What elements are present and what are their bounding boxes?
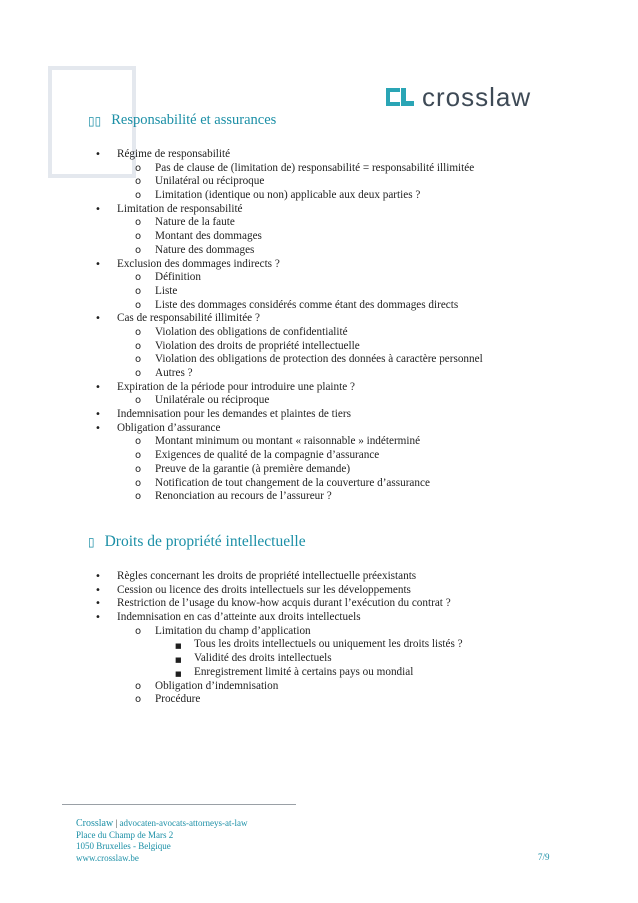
bullet-icon: o [135,395,142,407]
bullet-icon: o [135,285,142,297]
list-item [0,570,463,584]
footer-website-link[interactable]: www.crosslaw.be [76,852,139,863]
sub-sub-list-item-text: Enregistrement limité à certains pays ou mondial [194,665,414,678]
sub-list-item [0,449,483,463]
bullet-icon: o [135,190,142,202]
page-number: 7/9 [538,852,550,862]
bullet-icon: o [135,231,142,243]
bullet-icon: • [95,422,101,434]
sub-list-item [0,477,483,491]
list-item-text: Indemnisation pour les demandes et plaintes de tiers [117,408,351,421]
list-item [0,408,483,422]
sub-list-item [0,625,463,639]
bullet-icon: o [135,176,142,188]
list-item [0,422,483,436]
footer-divider [62,804,296,805]
bullet-icon: • [95,584,101,596]
bullet-icon: o [135,244,142,256]
footer-tagline: advocaten-avocats-attorneys-at-law [119,818,248,828]
list-item [0,597,463,611]
sub-list-item [0,463,483,477]
list-item-text: Exclusion des dommages indirects ? [117,257,280,270]
bullet-icon: o [135,625,142,637]
responsabilite-list [0,148,483,504]
logo-wordmark: crosslaw [422,82,532,112]
footer-address-line-1: Place du Champ de Mars 2 [76,829,174,840]
bullet-icon: • [95,612,101,624]
section-marker: ▯▯ [88,113,102,128]
sub-list-item-text: Montant des dommages [155,230,262,243]
bullet-icon: o [135,368,142,379]
list-item [0,258,483,272]
propriete-intellectuelle-list [0,570,463,707]
sub-list-item [0,340,483,354]
list-item-text: Expiration de la période pour introduire une plainte ? [117,380,355,393]
logo-mark-icon [386,85,414,109]
bullet-icon: • [95,598,101,610]
sub-list-item-text: Violation des droits de propriété intellectuelle [155,339,360,352]
bullet-icon: • [95,149,101,160]
sub-list-item [0,693,463,707]
sub-sub-list-item-text: Tous les droits intellectuels ou uniquement les droits listés ? [194,638,463,651]
section-title-text: Droits de propriété intellectuelle [104,533,306,550]
list-item [0,312,483,326]
footer-brand-line [76,818,247,830]
bullet-icon: o [135,680,142,692]
sub-list-item-text: Pas de clause de (limitation de) responsabilité = responsabilité illimitée [155,161,475,174]
sub-list-item-text: Limitation (identique ou non) applicable aux deux parties ? [155,189,421,202]
sub-list-item-text: Définition [155,271,201,284]
bullet-icon: o [135,162,142,174]
list-item [0,203,483,217]
sub-list-item [0,244,483,258]
footer-brand: Crosslaw [76,818,114,829]
list-item [0,381,483,395]
sub-list-item-text: Violation des obligations de protection des données à caractère personnel [155,353,483,366]
bullet-icon: • [95,571,101,582]
footer-address-line-2: 1050 Bruxelles - Belgique [76,841,171,852]
sub-list-item [0,285,483,299]
bullet-icon: o [135,436,142,448]
bullet-icon: o [135,694,142,706]
sub-list-item-text: Violation des obligations de confidentialité [155,325,348,338]
section-title-propriete-intellectuelle [88,533,306,551]
bullet-icon: • [95,203,101,215]
bullet-icon: • [95,381,101,393]
sub-list-item-text: Unilatéral ou réciproque [155,175,265,188]
sub-list-item-text: Renonciation au recours de l’assureur ? [155,490,332,503]
list-item [0,611,463,625]
sub-list-item [0,299,483,313]
sub-list-item-text: Nature de la faute [155,216,235,229]
bullet-icon: • [95,409,101,421]
sub-sub-list-item-text: Validité des droits intellectuels [194,652,332,665]
sub-list-item [0,230,483,244]
bullet-icon: o [135,491,142,503]
square-bullet-icon: ■ [175,642,182,651]
footer-separator: | [115,818,118,828]
sub-list-item [0,680,463,694]
bullet-icon: o [135,340,142,352]
list-item-text: Restriction de l’usage du know-how acquis durant l’exécution du contrat ? [117,597,451,610]
footer [76,818,247,864]
list-item-text: Règles concernant les droits de propriété intellectuelle préexistants [117,570,417,582]
list-item-text: Régime de responsabilité [117,148,231,160]
sub-sub-list-item [0,652,463,666]
sub-list-item-text: Procédure [155,693,201,706]
sub-list-item-text: Exigences de qualité de la compagnie d’assurance [155,449,380,462]
list-item-text: Indemnisation en cas d’atteinte aux droits intellectuels [117,611,361,624]
square-bullet-icon: ■ [175,656,182,665]
section-marker: ▯ [88,535,95,549]
sub-list-item [0,326,483,340]
sub-list-item [0,175,483,189]
bullet-icon: • [95,258,101,270]
square-bullet-icon: ■ [175,669,182,678]
sub-list-item-text: Liste [155,284,178,297]
list-item [0,148,483,162]
bullet-icon: o [135,477,142,489]
sub-list-item-text: Limitation du champ d’application [155,624,311,637]
bullet-icon: o [135,450,142,462]
sub-list-item-text: Unilatérale ou réciproque [155,394,270,407]
list-item-text: Cas de responsabilité illimitée ? [117,312,260,325]
section-title-text: Responsabilité et assurances [111,112,277,128]
list-item-text: Obligation d’assurance [117,421,221,434]
bullet-icon: o [135,272,142,284]
bullet-icon: o [135,299,142,311]
sub-list-item-text: Obligation d’indemnisation [155,679,279,692]
list-item-text: Cession ou licence des droits intellectuels sur les développements [117,583,411,596]
sub-list-item [0,189,483,203]
bullet-icon: o [135,326,142,338]
sub-list-item-text: Nature des dommages [155,243,255,256]
sub-list-item [0,353,483,367]
bullet-icon: o [135,463,142,475]
sub-list-item [0,271,483,285]
list-item-text: Limitation de responsabilité [117,202,243,215]
sub-list-item-text: Autres ? [155,367,193,379]
bullet-icon: o [135,217,142,229]
sub-sub-list-item [0,638,463,652]
sub-list-item [0,394,483,408]
crosslaw-logo [386,84,531,110]
sub-list-item-text: Preuve de la garantie (à première demande) [155,462,351,475]
section-title-responsabilite [88,112,276,129]
sub-list-item [0,490,483,504]
sub-list-item-text: Liste des dommages considérés comme étant des dommages directs [155,298,459,311]
sub-list-item [0,435,483,449]
sub-list-item [0,216,483,230]
sub-list-item [0,367,483,381]
sub-sub-list-item [0,666,463,680]
sub-list-item [0,162,483,176]
bullet-icon: • [95,313,101,325]
list-item [0,584,463,598]
bullet-icon: o [135,354,142,366]
sub-list-item-text: Notification de tout changement de la couverture d’assurance [155,476,430,489]
sub-list-item-text: Montant minimum ou montant « raisonnable » indéterminé [155,435,421,448]
